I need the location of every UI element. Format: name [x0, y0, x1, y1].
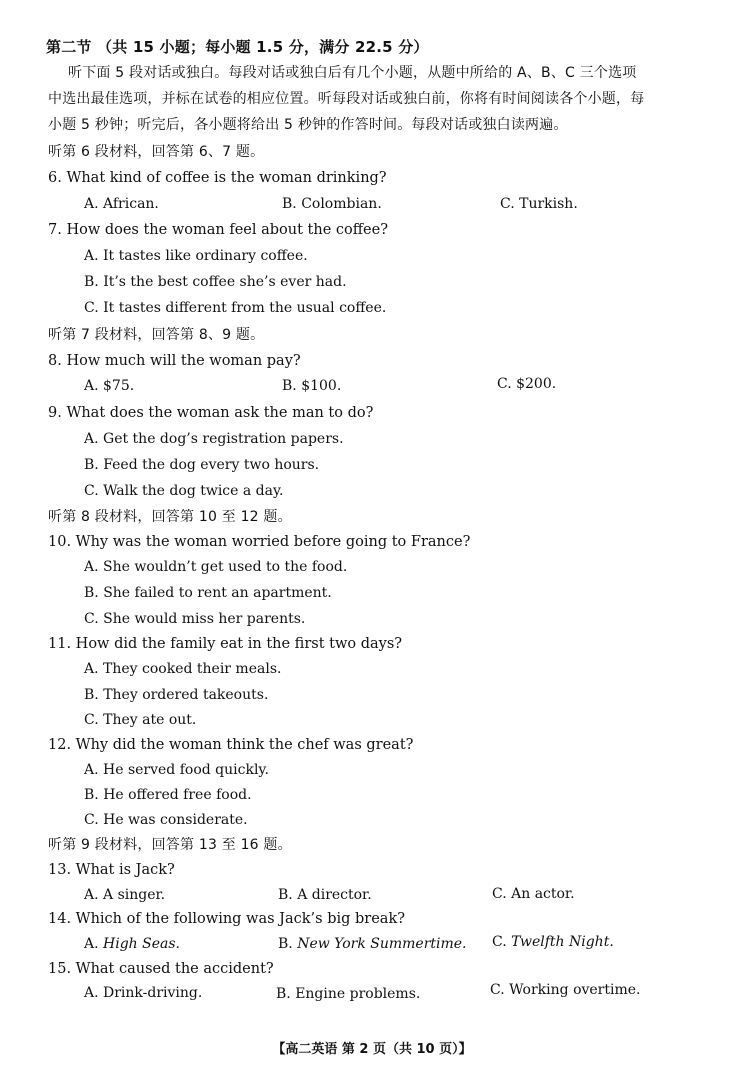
intro-line-2: 中选出最佳选项，并标在试卷的相应位置。听每段对话或独白前，你将有时间阅读各个小题，每 — [48, 91, 645, 107]
section-title: 第二节 （共 15 小题；每小题 1.5 分，满分 22.5 分） — [46, 38, 429, 56]
option-a: A. African. — [84, 196, 159, 212]
option-text: New York Summertime. — [297, 936, 467, 952]
option-label: A. — [84, 936, 99, 952]
question-stem: 10. Why was the woman worried before going to France? — [48, 534, 471, 550]
question-stem: 12. Why did the woman think the chef was great? — [48, 737, 414, 753]
option-b: B. She failed to rent an apartment. — [84, 585, 332, 601]
option-a: A. A singer. — [84, 887, 166, 903]
option-c: C. It tastes different from the usual coffee. — [84, 300, 387, 316]
intro-line-3: 小题 5 秒钟；听完后，各小题将给出 5 秒钟的作答时间。每段对话或独白读两遍。 — [48, 117, 568, 133]
option-b: B. Colombian. — [282, 196, 382, 212]
material-heading: 听第 7 段材料，回答第 8、9 题。 — [48, 327, 265, 343]
page-footer: 【高二英语 第 2 页（共 10 页）】 — [272, 1042, 472, 1057]
option-c: C. $200. — [497, 376, 557, 392]
option-text: High Seas. — [103, 936, 180, 952]
option-b: B. He offered free food. — [84, 787, 252, 803]
option-c: C. Walk the dog twice a day. — [84, 483, 284, 499]
option-a — [84, 935, 180, 953]
option-b — [278, 935, 467, 953]
option-a: A. It tastes like ordinary coffee. — [84, 248, 308, 264]
option-b: B. A director. — [278, 887, 372, 903]
option-a: A. Get the dog’s registration papers. — [84, 431, 344, 447]
question-stem: 15. What caused the accident? — [48, 961, 274, 977]
option-b: B. $100. — [282, 378, 342, 394]
option-label: C. — [492, 934, 507, 950]
material-heading: 听第 6 段材料，回答第 6、7 题。 — [48, 144, 265, 160]
option-text: Twelfth Night. — [511, 934, 614, 950]
question-stem: 9. What does the woman ask the man to do? — [48, 405, 374, 421]
question-stem: 8. How much will the woman pay? — [48, 353, 301, 369]
option-c — [492, 933, 614, 951]
option-b: B. They ordered takeouts. — [84, 687, 269, 703]
option-a: A. He served food quickly. — [84, 762, 269, 778]
option-a: A. They cooked their meals. — [84, 661, 282, 677]
option-b: B. Engine problems. — [276, 986, 421, 1002]
option-c: C. They ate out. — [84, 712, 197, 728]
option-c: C. An actor. — [492, 886, 575, 902]
option-label: B. — [278, 936, 293, 952]
option-c: C. He was considerate. — [84, 812, 248, 828]
question-stem: 11. How did the family eat in the first two days? — [48, 636, 403, 652]
option-a: A. $75. — [84, 378, 135, 394]
question-stem: 6. What kind of coffee is the woman drinking? — [48, 170, 387, 186]
option-b: B. It’s the best coffee she’s ever had. — [84, 274, 347, 290]
material-heading: 听第 8 段材料，回答第 10 至 12 题。 — [48, 509, 292, 525]
option-c: C. She would miss her parents. — [84, 611, 306, 627]
question-stem: 14. Which of the following was Jack’s big break? — [48, 911, 405, 927]
option-b: B. Feed the dog every two hours. — [84, 457, 320, 473]
option-c: C. Turkish. — [500, 196, 578, 212]
option-a: A. Drink-driving. — [84, 985, 203, 1001]
option-a: A. She wouldn’t get used to the food. — [84, 559, 348, 575]
intro-line-1: 听下面 5 段对话或独白。每段对话或独白后有几个小题，从题中所给的 A、B、C 三个选项 — [68, 65, 637, 81]
question-stem: 13. What is Jack? — [48, 862, 175, 878]
material-heading: 听第 9 段材料，回答第 13 至 16 题。 — [48, 837, 292, 853]
option-c: C. Working overtime. — [490, 982, 641, 998]
question-stem: 7. How does the woman feel about the coffee? — [48, 222, 388, 238]
